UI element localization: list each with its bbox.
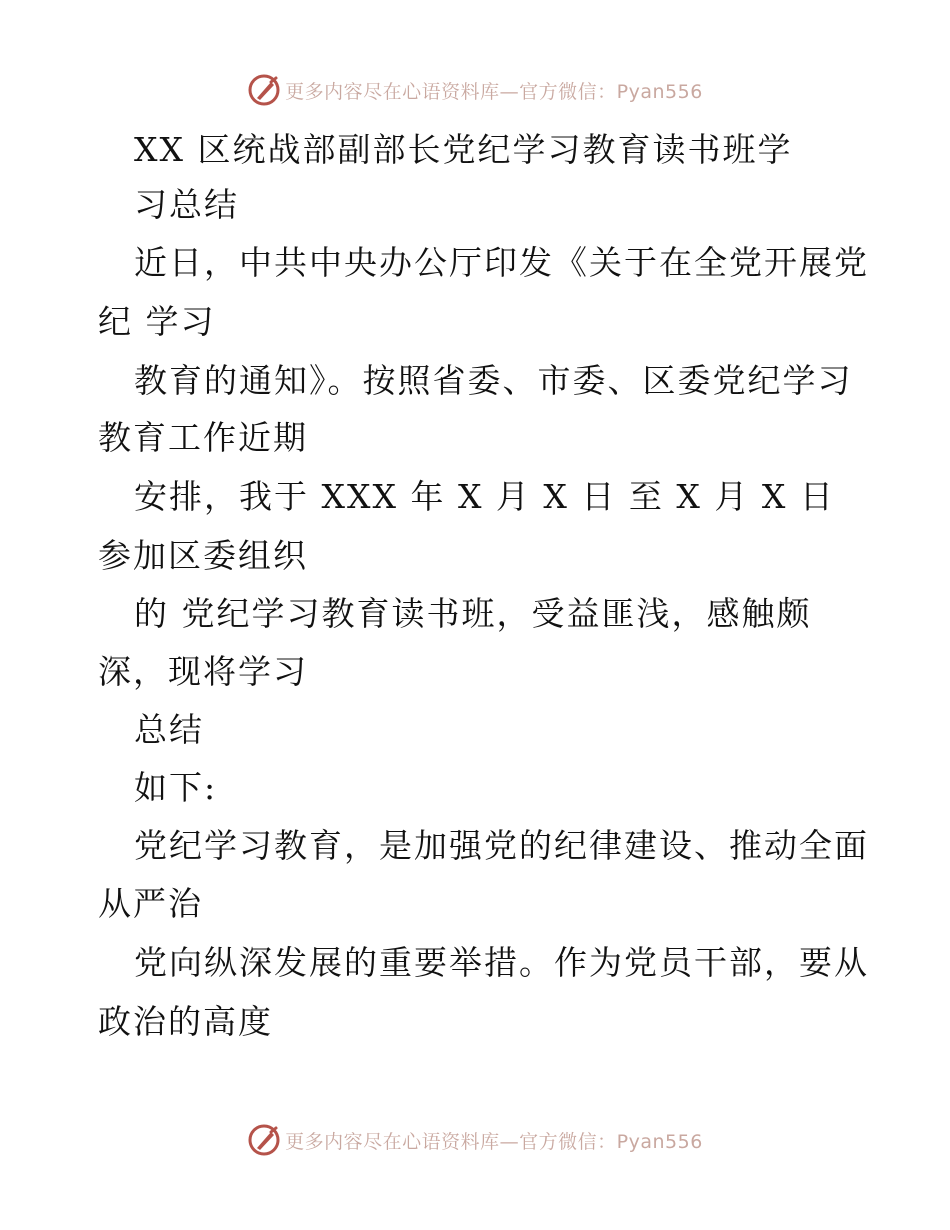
doc-line: 总结 bbox=[134, 710, 204, 749]
doc-line: 习总结 bbox=[134, 185, 239, 224]
doc-line: 如下: bbox=[134, 768, 218, 807]
doc-line: 安排，我于 XXX 年 X 月 X 日 至 X 月 X 日 bbox=[134, 477, 835, 516]
doc-line: 纪 学习 bbox=[98, 302, 216, 341]
doc-line: 近日，中共中央办公厅印发《关于在全党开展党 bbox=[134, 243, 869, 282]
watermark-account: Pyan556 bbox=[616, 1130, 703, 1153]
watermark-text: 更多内容尽在心语资料库—官方微信：Pyan556 bbox=[285, 1130, 703, 1153]
footer-watermark bbox=[0, 1120, 950, 1160]
watermark-account: Pyan556 bbox=[616, 80, 703, 103]
doc-line: 参加区委组织 bbox=[98, 536, 308, 575]
doc-line: 党向纵深发展的重要举措。作为党员干部，要从 bbox=[134, 943, 869, 982]
doc-line: 党纪学习教育，是加强党的纪律建设、推动全面 bbox=[134, 826, 869, 865]
doc-line: 教育工作近期 bbox=[98, 418, 308, 457]
doc-line: 深，现将学习 bbox=[98, 652, 308, 691]
pen-logo-icon bbox=[247, 73, 281, 107]
doc-line: 的 党纪学习教育读书班，受益匪浅，感触颇 bbox=[134, 594, 812, 633]
pen-logo-icon bbox=[247, 1123, 281, 1157]
watermark-text: 更多内容尽在心语资料库—官方微信：Pyan556 bbox=[285, 80, 703, 103]
doc-line: 教育的通知》。按照省委、市委、区委党纪学习 bbox=[134, 361, 853, 400]
doc-line: 从严治 bbox=[98, 884, 203, 923]
doc-line: XX 区统战部副部长党纪学习教育读书班学 bbox=[134, 130, 793, 169]
doc-line: 政治的高度 bbox=[98, 1002, 273, 1041]
header-watermark bbox=[0, 70, 950, 110]
